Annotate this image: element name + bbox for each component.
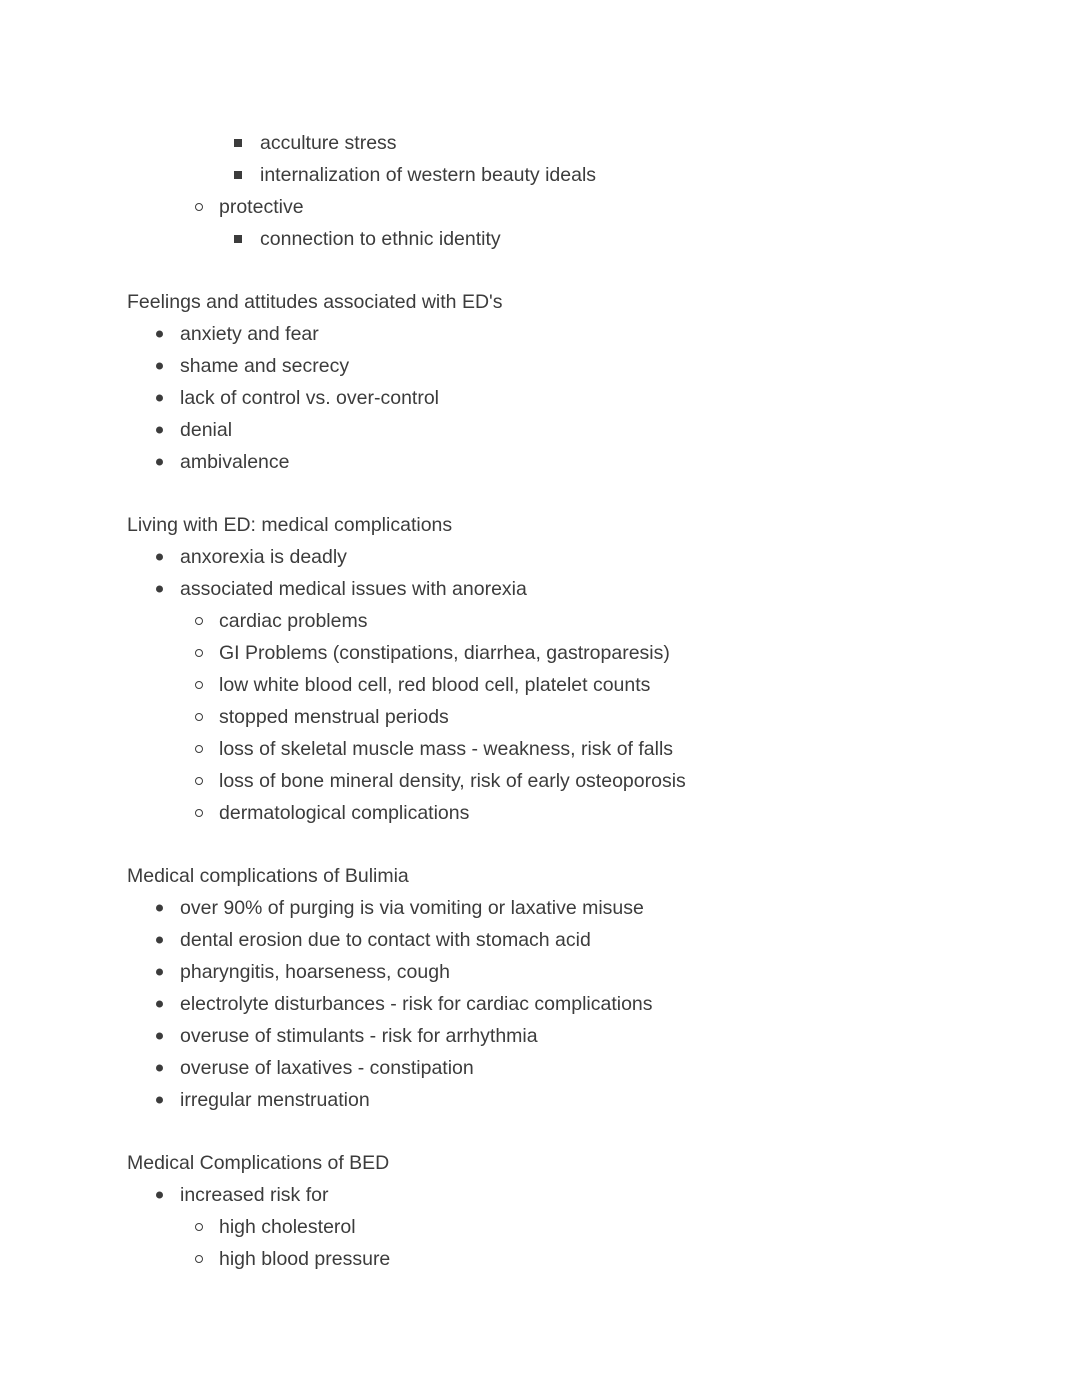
bullet-item <box>0 159 1080 191</box>
bullet-item-text: stopped menstrual periods <box>219 706 449 728</box>
bullet-item <box>0 637 1080 669</box>
bullet-item <box>0 669 1080 701</box>
bullet-item <box>0 924 1080 956</box>
bullet-item <box>0 956 1080 988</box>
bullet-item <box>0 573 1080 605</box>
bullet-item-text: dermatological complications <box>219 802 470 824</box>
disc-bullet-icon <box>156 1065 163 1072</box>
square-bullet-icon <box>234 139 242 147</box>
bullet-item-text: lack of control vs. over-control <box>180 387 440 409</box>
bullet-item-text: acculture stress <box>260 132 397 154</box>
circle-bullet-icon <box>195 745 203 753</box>
circle-bullet-icon <box>195 713 203 721</box>
disc-bullet-icon <box>156 969 163 976</box>
bullet-item <box>0 765 1080 797</box>
bullet-item-text: overuse of stimulants - risk for arrhythmia <box>180 1025 538 1047</box>
bullet-item-text: GI Problems (constipations, diarrhea, gastroparesis) <box>219 642 670 664</box>
bullet-item-text: protective <box>219 196 304 218</box>
bullet-item-text: connection to ethnic identity <box>260 228 501 250</box>
bullet-item-text: cardiac problems <box>219 610 368 632</box>
bullet-item <box>0 318 1080 350</box>
bullet-item-text: overuse of laxatives - constipation <box>180 1057 474 1079</box>
bullet-item <box>0 350 1080 382</box>
bullet-item-text: low white blood cell, red blood cell, platelet counts <box>219 674 651 696</box>
bullet-item-text: shame and secrecy <box>180 355 350 377</box>
bullet-item <box>0 733 1080 765</box>
bullet-item <box>0 1052 1080 1084</box>
bullet-item-text: anxiety and fear <box>180 323 319 345</box>
section-heading <box>0 509 1080 541</box>
circle-bullet-icon <box>195 681 203 689</box>
disc-bullet-icon <box>156 586 163 593</box>
disc-bullet-icon <box>156 427 163 434</box>
bullet-item <box>0 382 1080 414</box>
disc-bullet-icon <box>156 1097 163 1104</box>
section-heading <box>0 1147 1080 1179</box>
disc-bullet-icon <box>156 1033 163 1040</box>
disc-bullet-icon <box>156 937 163 944</box>
square-bullet-icon <box>234 235 242 243</box>
disc-bullet-icon <box>156 1001 163 1008</box>
bullet-item <box>0 1020 1080 1052</box>
circle-bullet-icon <box>195 777 203 785</box>
bullet-item <box>0 127 1080 159</box>
bullet-item-text: associated medical issues with anorexia <box>180 578 527 600</box>
bullet-item <box>0 541 1080 573</box>
bullet-item <box>0 605 1080 637</box>
bullet-item-text: loss of skeletal muscle mass - weakness, risk of falls <box>219 738 674 760</box>
bullet-item-text: electrolyte disturbances - risk for cardiac complications <box>180 993 653 1015</box>
circle-bullet-icon <box>195 1223 203 1231</box>
square-bullet-icon <box>234 171 242 179</box>
bullet-item <box>0 1179 1080 1211</box>
bullet-item <box>0 892 1080 924</box>
bullet-item <box>0 414 1080 446</box>
bullet-item <box>0 988 1080 1020</box>
bullet-item-text: anxorexia is deadly <box>180 546 347 568</box>
section-heading <box>0 860 1080 892</box>
bullet-item <box>0 701 1080 733</box>
bullet-item-text: dental erosion due to contact with stomach acid <box>180 929 591 951</box>
bullet-item <box>0 1243 1080 1275</box>
section-heading <box>0 286 1080 318</box>
bullet-item-text: denial <box>180 419 233 441</box>
circle-bullet-icon <box>195 809 203 817</box>
bullet-item-text: increased risk for <box>180 1184 329 1206</box>
section-heading-text: Feelings and attitudes associated with ED's <box>127 291 503 313</box>
bullet-item-text: high blood pressure <box>219 1248 391 1270</box>
disc-bullet-icon <box>156 459 163 466</box>
section-heading-text: Living with ED: medical complications <box>127 514 453 536</box>
circle-bullet-icon <box>195 617 203 625</box>
bullet-item-text: loss of bone mineral density, risk of early osteoporosis <box>219 770 686 792</box>
circle-bullet-icon <box>195 203 203 211</box>
bullet-item <box>0 797 1080 829</box>
bullet-item-text: high cholesterol <box>219 1216 356 1238</box>
disc-bullet-icon <box>156 1192 163 1199</box>
bullet-item <box>0 1211 1080 1243</box>
disc-bullet-icon <box>156 363 163 370</box>
section-heading-text: Medical Complications of BED <box>127 1152 390 1174</box>
disc-bullet-icon <box>156 395 163 402</box>
disc-bullet-icon <box>156 905 163 912</box>
bullet-item <box>0 223 1080 255</box>
bullet-item-text: internalization of western beauty ideals <box>260 164 597 186</box>
disc-bullet-icon <box>156 331 163 338</box>
disc-bullet-icon <box>156 554 163 561</box>
section-heading-text: Medical complications of Bulimia <box>127 865 409 887</box>
bullet-item-text: pharyngitis, hoarseness, cough <box>180 961 450 983</box>
bullet-item-text: ambivalence <box>180 451 290 473</box>
bullet-item <box>0 191 1080 223</box>
bullet-item-text: irregular menstruation <box>180 1089 370 1111</box>
circle-bullet-icon <box>195 1255 203 1263</box>
bullet-item <box>0 446 1080 478</box>
bullet-item-text: over 90% of purging is via vomiting or laxative misuse <box>180 897 644 919</box>
bullet-item <box>0 1084 1080 1116</box>
circle-bullet-icon <box>195 649 203 657</box>
